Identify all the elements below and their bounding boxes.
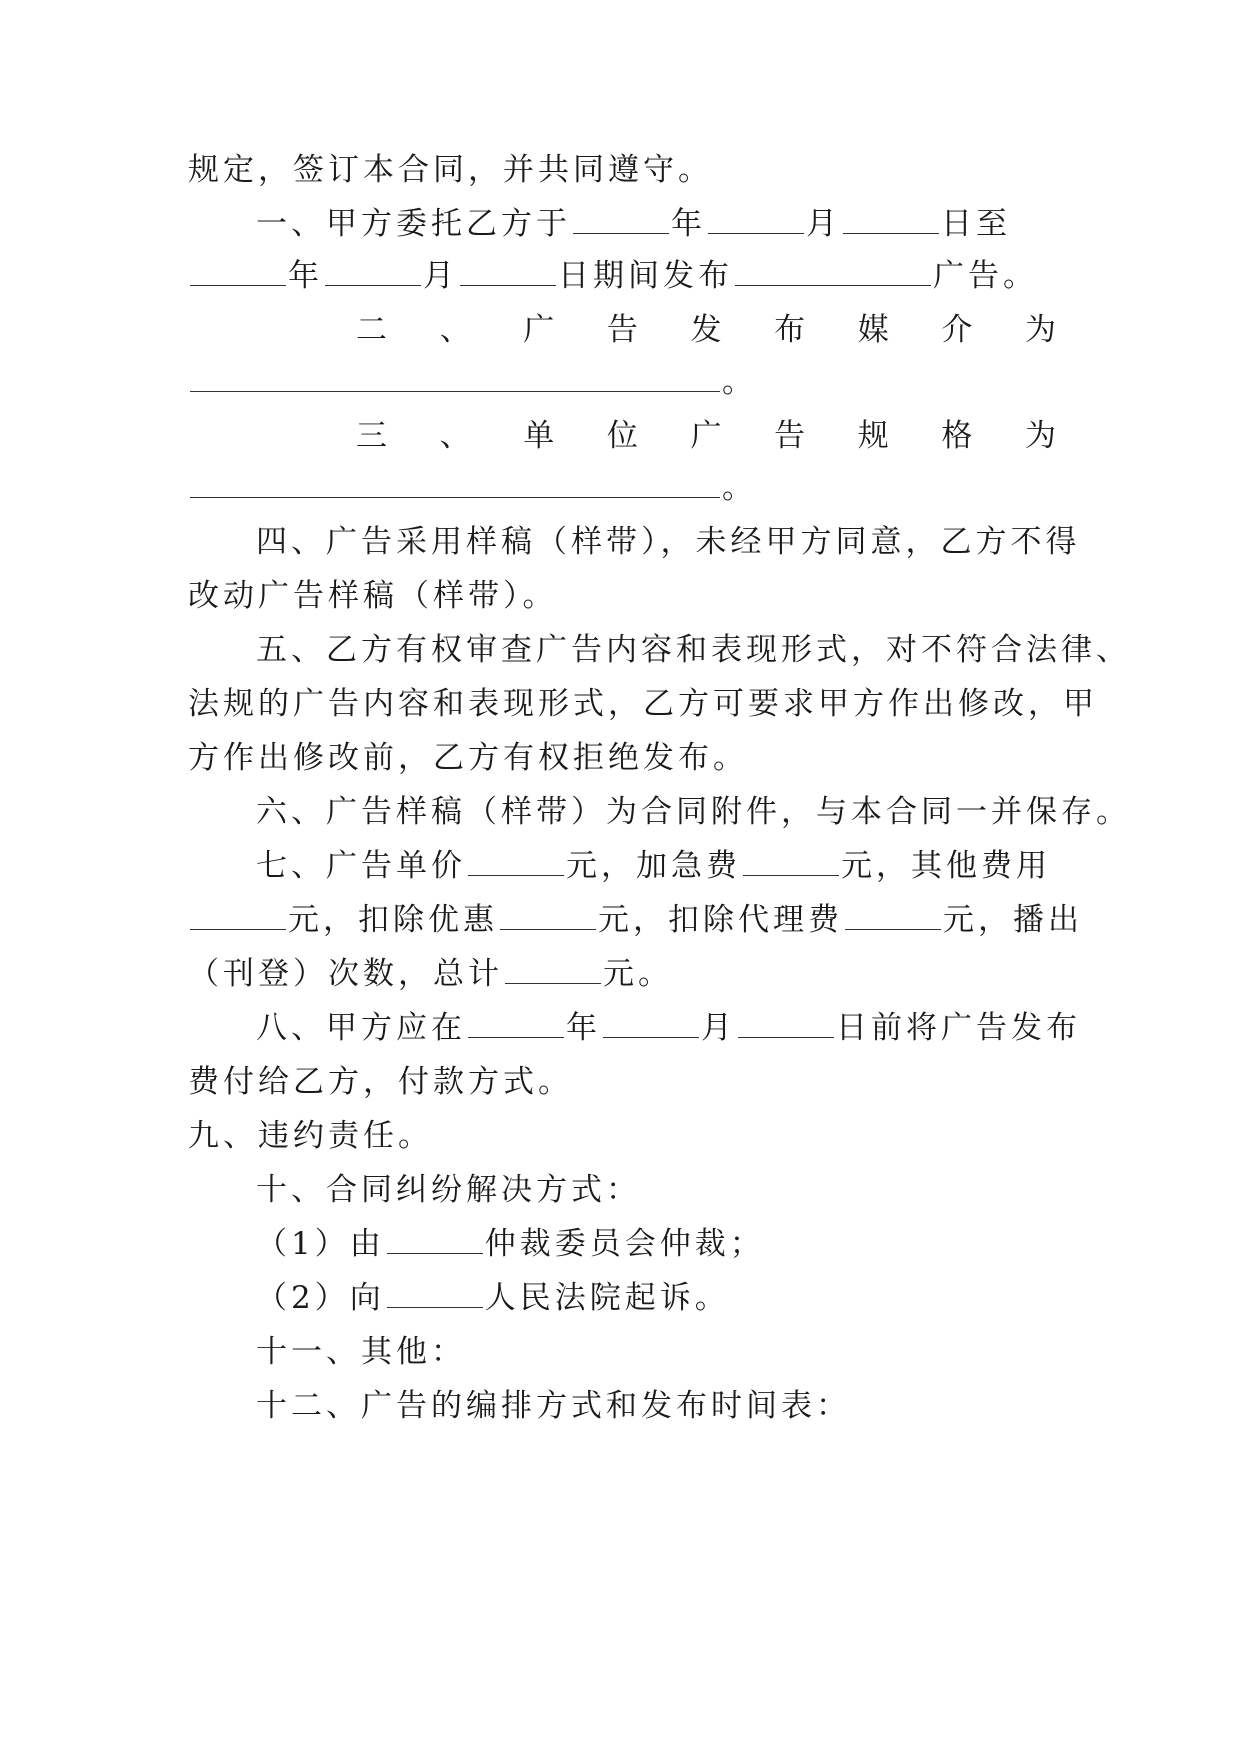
blank-field[interactable] <box>573 205 669 234</box>
clause-10 <box>256 1170 641 1210</box>
blank-field[interactable] <box>500 901 596 930</box>
text: 元，扣除优惠 <box>288 902 498 938</box>
text: 元，扣除代理费 <box>598 902 843 938</box>
text: 年 <box>288 258 323 294</box>
clause-10-option-1 <box>256 1224 765 1264</box>
blank-field[interactable] <box>387 1279 483 1308</box>
blank-field[interactable] <box>738 1009 834 1038</box>
text: 人民法院起诉。 <box>484 1280 730 1316</box>
text: 方作出修改前，乙方有权拒绝发布。 <box>188 740 748 776</box>
blank-field[interactable] <box>190 363 720 392</box>
char: 告 <box>606 312 638 348</box>
clause-8-line-2 <box>188 1062 573 1102</box>
text: 五、乙方有权审查广告内容和表现形式，对不符合法律、 <box>256 632 1131 668</box>
blank-field[interactable] <box>845 901 941 930</box>
clause-2-line-1 <box>188 310 1056 350</box>
blank-field[interactable] <box>190 469 720 498</box>
text: （刊登）次数，总计 <box>188 956 503 992</box>
text: 元。 <box>603 956 673 992</box>
text: 元，加急费 <box>566 848 741 884</box>
text: 十、合同纠纷解决方式： <box>256 1172 641 1208</box>
clause-3-line-2 <box>188 468 757 508</box>
clause-6 <box>256 792 1131 832</box>
text: 年 <box>566 1010 601 1046</box>
text: 一、甲方委托乙方于 <box>256 206 571 242</box>
blank-field[interactable] <box>603 1009 699 1038</box>
clause-1-line-1 <box>256 204 1011 244</box>
clause-5-line-2 <box>188 684 1098 724</box>
text: 十二、广告的编排方式和发布时间表： <box>256 1388 851 1424</box>
char: 媒 <box>857 312 889 348</box>
clause-1-line-2 <box>188 256 1038 296</box>
blank-field[interactable] <box>743 847 839 876</box>
char: 告 <box>774 418 806 454</box>
clause-8-line-1 <box>256 1008 1081 1048</box>
blank-field[interactable] <box>190 257 286 286</box>
char: 为 <box>1025 418 1056 454</box>
clause-9 <box>188 1116 433 1156</box>
clause-12 <box>256 1386 851 1426</box>
text: 费付给乙方，付款方式。 <box>188 1064 573 1100</box>
text: 八、甲方应在 <box>256 1010 466 1046</box>
text: 广告。 <box>933 258 1038 294</box>
char: 、 <box>439 312 471 348</box>
clause-5-line-3 <box>188 738 748 778</box>
char: 位 <box>606 418 638 454</box>
blank-field[interactable] <box>735 257 931 286</box>
text: （2）向 <box>256 1280 385 1316</box>
text: 日前将广告发布 <box>836 1010 1081 1046</box>
char: 广 <box>523 312 555 348</box>
text: 改动广告样稿（样带）。 <box>188 578 558 614</box>
blank-field[interactable] <box>387 1225 483 1254</box>
text: 法规的广告内容和表现形式，乙方可要求甲方作出修改，甲 <box>188 686 1098 722</box>
char: 三 <box>356 418 387 454</box>
blank-field[interactable] <box>708 205 804 234</box>
char: 、 <box>439 418 471 454</box>
blank-field[interactable] <box>843 205 939 234</box>
clause-7-line-3 <box>188 954 673 994</box>
text: 十一、其他： <box>256 1334 466 1370</box>
char: 介 <box>941 312 973 348</box>
text: 。 <box>722 364 757 400</box>
char: 二 <box>356 312 387 348</box>
text: 日至 <box>941 206 1011 242</box>
char: 规 <box>857 418 889 454</box>
text: （1）由 <box>256 1226 385 1262</box>
clause-4-line-2 <box>188 576 558 616</box>
blank-field[interactable] <box>468 847 564 876</box>
clause-10-option-2 <box>256 1278 730 1318</box>
text: 月 <box>701 1010 736 1046</box>
text: 月 <box>423 258 458 294</box>
text: 七、广告单价 <box>256 848 466 884</box>
blank-field[interactable] <box>190 901 286 930</box>
text: 。 <box>722 470 757 506</box>
blank-field[interactable] <box>460 257 556 286</box>
char: 发 <box>690 312 722 348</box>
blank-field[interactable] <box>325 257 421 286</box>
text: 元，播出 <box>943 902 1083 938</box>
text: 九、违约责任。 <box>188 1118 433 1154</box>
text: 仲裁委员会仲裁； <box>484 1226 765 1262</box>
char: 格 <box>941 418 973 454</box>
clause-7-line-1 <box>256 846 1051 886</box>
clause-2-line-2 <box>188 362 757 402</box>
blank-field[interactable] <box>505 955 601 984</box>
char: 布 <box>774 312 806 348</box>
text: 四、广告采用样稿（样带），未经甲方同意，乙方不得 <box>256 524 1081 560</box>
text: 元，其他费用 <box>841 848 1051 884</box>
clause-5-line-1 <box>256 630 1131 670</box>
clause-7-line-2 <box>188 900 1083 940</box>
clause-11 <box>256 1332 466 1372</box>
clause-preamble-end <box>188 150 713 190</box>
char: 为 <box>1025 312 1056 348</box>
text: 月 <box>806 206 841 242</box>
text: 日期间发布 <box>558 258 733 294</box>
text: 年 <box>671 206 706 242</box>
clause-3-line-1 <box>188 416 1056 456</box>
char: 广 <box>690 418 722 454</box>
clause-4-line-1 <box>256 522 1081 562</box>
text: 规定，签订本合同，并共同遵守。 <box>188 152 713 188</box>
blank-field[interactable] <box>468 1009 564 1038</box>
char: 单 <box>523 418 555 454</box>
text: 六、广告样稿（样带）为合同附件，与本合同一并保存。 <box>256 794 1131 830</box>
